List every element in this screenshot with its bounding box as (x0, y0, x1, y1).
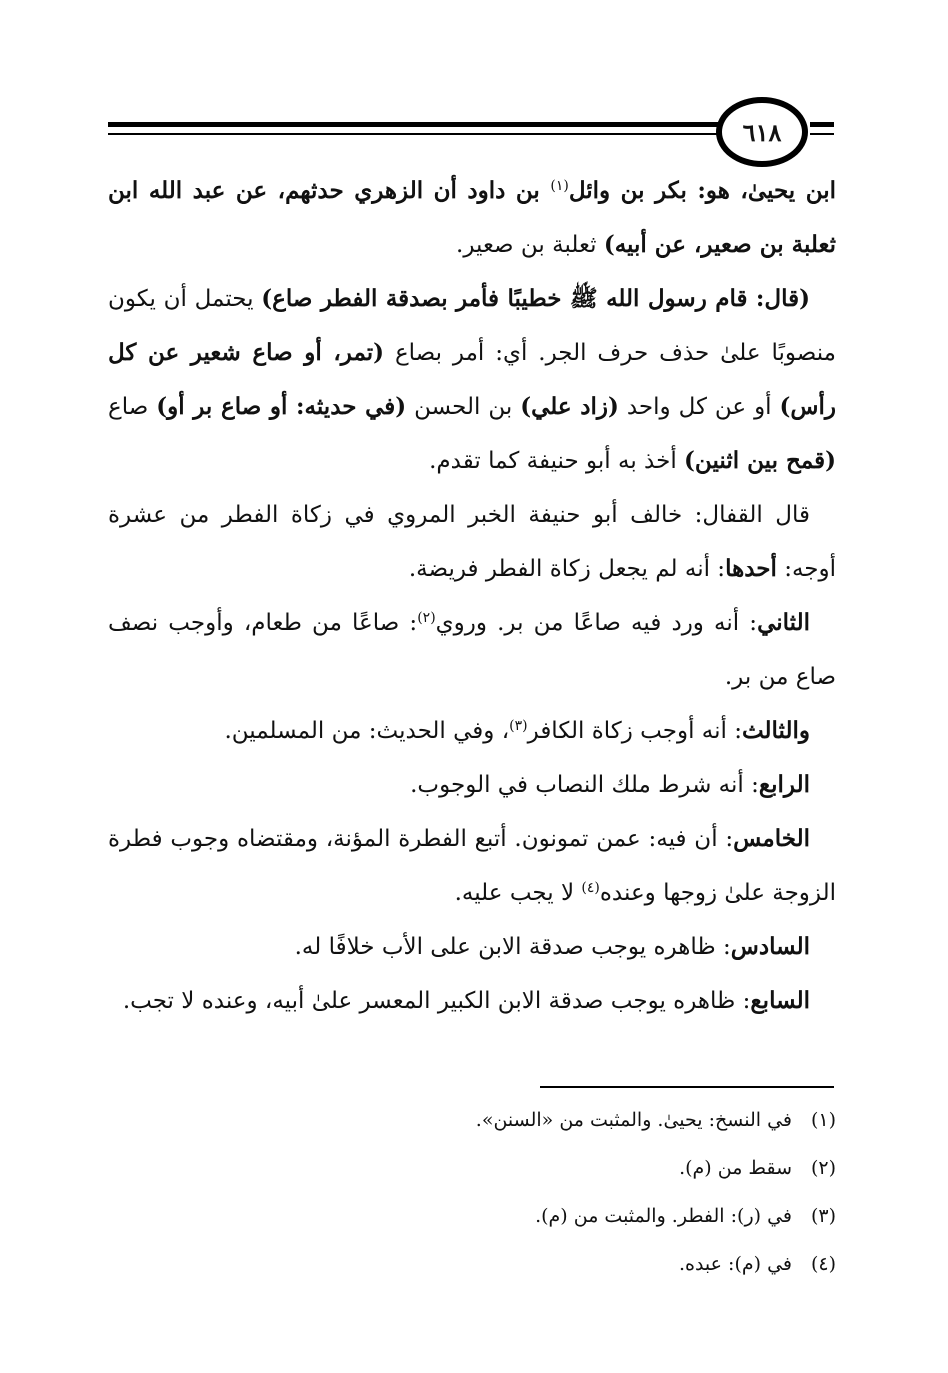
text-run: : أنه أوجب زكاة الكافر (527, 718, 742, 744)
text-run: : أنه لم يجعل زكاة الفطر فريضة. (408, 556, 726, 582)
bold-text: ابن يحيىٰ، هو: بكر بن وائل (568, 177, 837, 204)
footnote-ref: (٢) (417, 610, 436, 626)
header-rule-thick (108, 122, 722, 127)
text-run: : أنه شرط ملك النصاب في الوجوب. (410, 772, 759, 798)
bold-text: بن داود أن الزهري حدثهم، عن عبد الله ابن ثعلبة بن صعير، عن أبيه) (108, 177, 836, 258)
bold-text: (قال: قام رسول الله ﷺ خطيبًا فأمر بصدقة الفطر صاع) (261, 285, 810, 312)
bold-text: (قمح بين اثنين) (684, 447, 836, 474)
bold-text: (في حديثه: أو صاع بر أو) (156, 393, 407, 420)
bold-text: الخامس (733, 825, 810, 852)
paragraph (108, 758, 836, 812)
paragraph (108, 704, 836, 758)
footnote-ref: (٤) (581, 880, 600, 896)
footnote-ref: (١) (550, 178, 569, 194)
bold-text: والثالث (741, 717, 810, 744)
bold-text: (تمر، أو صاع شعير عن كل رأس) (108, 339, 836, 420)
footnote-text: في النسخ: يحيىٰ. والمثبت من «السنن». (475, 1109, 792, 1131)
footnote-number: (٢) (810, 1157, 836, 1179)
text-run: أخذ به أبو حنيفة كما تقدم. (429, 448, 685, 474)
bold-text: (زاد علي) (520, 393, 619, 420)
text-run: : أنه ورد فيه صاعًا من بر. وروي (435, 610, 758, 636)
footnote-number: (٤) (810, 1253, 836, 1275)
page-number: ٦١٨ (742, 117, 782, 147)
main-text (108, 164, 836, 1028)
footnotes (108, 1096, 836, 1288)
text-run: بن الحسن (406, 394, 521, 420)
footnote-text: سقط من (م). (679, 1157, 792, 1179)
footnote-text: في (م): عبده. (678, 1253, 792, 1275)
header-rule-right-thin (810, 133, 834, 135)
paragraph (108, 488, 836, 596)
page-number-badge (716, 97, 808, 167)
footnote (108, 1240, 836, 1288)
header-rule-thin (108, 133, 722, 135)
header-rule-right-thick (810, 122, 834, 127)
text-run: : صاعًا من طعام، وأوجب نصف صاع من بر. (108, 610, 836, 690)
text-run: : أن فيه: عمن تمونون. أتبع الفطرة المؤنة، ومقتضاه وجوب فطرة الزوجة علىٰ زوجها وعنده (108, 826, 836, 906)
paragraph (108, 920, 836, 974)
text-run: لا يجب عليه. (454, 880, 582, 906)
footnote (108, 1144, 836, 1192)
footnote (108, 1096, 836, 1144)
text-run: : ظاهره يوجب صدقة الابن على الأب خلافًا له. (294, 934, 731, 960)
paragraph (108, 272, 836, 488)
footnote-number: (١) (810, 1109, 836, 1131)
paragraph (108, 164, 836, 272)
footnote-separator (540, 1086, 834, 1088)
footnote-ref: (٣) (509, 718, 528, 734)
text-run: ثعلبة بن صعير. (456, 232, 604, 258)
paragraph (108, 812, 836, 920)
text-run: ، وفي الحديث: من المسلمين. (224, 718, 510, 744)
bold-text: الرابع (758, 771, 810, 798)
paragraph (108, 974, 836, 1028)
bold-text: السادس (730, 933, 810, 960)
text-run: : ظاهره يوجب صدقة الابن الكبير المعسر علىٰ أبيه، وعنده لا تجب. (122, 988, 751, 1014)
bold-text: السابع (750, 987, 810, 1014)
paragraph (108, 596, 836, 704)
text-run: أو عن كل واحد (618, 394, 780, 420)
text-run: قال القفال: خالف أبو حنيفة الخبر المروي في زكاة الفطر من عشرة أوجه: (108, 502, 836, 582)
footnote-text: في (ر): الفطر. والمثبت من (م). (535, 1205, 792, 1227)
bold-text: الثاني (757, 609, 810, 636)
footnote (108, 1192, 836, 1240)
text-run: صاع (108, 394, 157, 420)
text-run: يحتمل أن يكون منصوبًا علىٰ حذف حرف الجر. أي: أمر بصاع (108, 286, 837, 366)
footnote-number: (٣) (810, 1205, 836, 1227)
bold-text: أحدها (725, 555, 777, 582)
